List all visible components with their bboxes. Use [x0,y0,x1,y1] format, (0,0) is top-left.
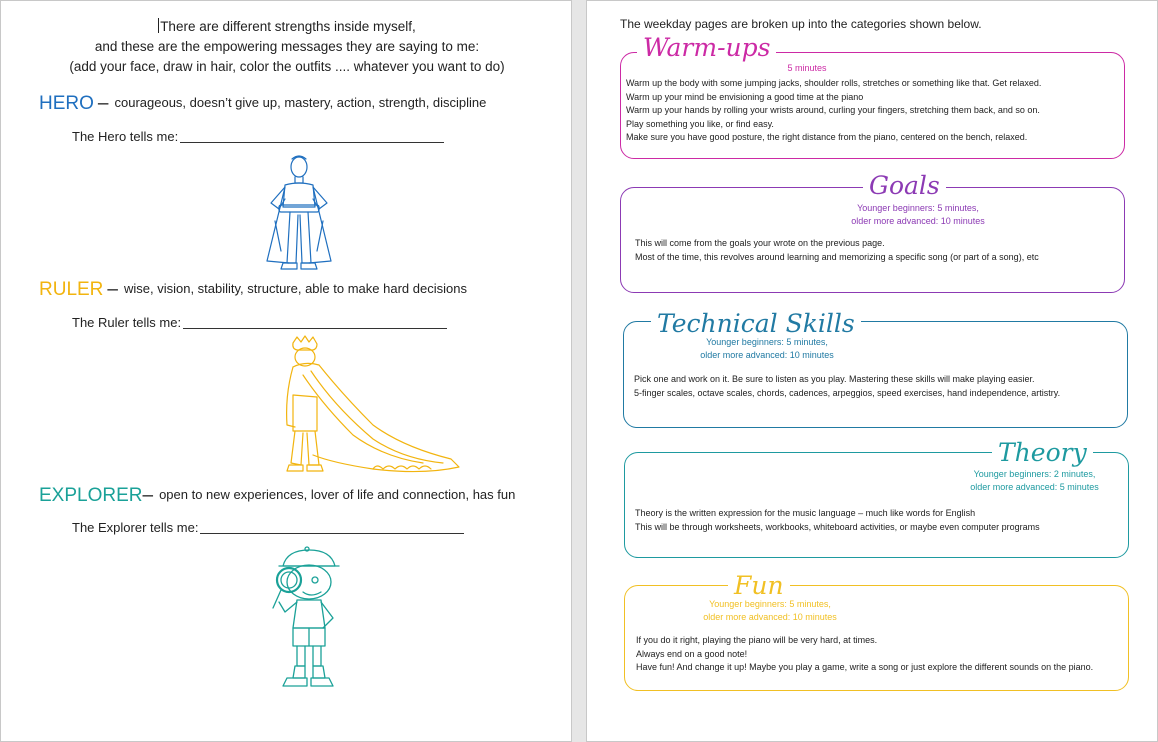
fun-lines [636,634,1093,675]
technical-skills-line: Pick one and work on it. Be sure to listen as you play. Mastering these skills will make playing easier. [634,374,1035,384]
intro-line-2: and these are the empowering messages they are saying to me: [94,39,480,54]
warmups-line: Warm up your mind be envisioning a good time at the piano [626,91,864,102]
fun-duration: Younger beginners: 5 minutes, older more advanced: 10 minutes [703,599,837,622]
warmups-duration: 5 minutes [787,63,827,73]
explorer-answer-line[interactable] [200,522,464,534]
ruler-traits: wise, vision, stability, structure, able to make hard decisions [123,281,467,296]
right-page-intro: The weekday pages are broken up into the categories shown below. [620,17,982,31]
hero-answer-line[interactable] [180,131,444,143]
explorer-name: EXPLORER [39,485,143,506]
fun-line: Have fun! And change it up! Maybe you play a game, write a song or just explore the different sounds on the piano. [636,662,1094,672]
warmups-line: Play something you like, or find easy. [626,118,774,129]
fun-line: If you do it right, playing the piano will be very hard, at times. [636,635,878,645]
fun-title: Fun [728,571,790,601]
explorer-tells-row [72,520,464,535]
theory-title: Theory [992,438,1093,468]
theory-duration: Younger beginners: 2 minutes, older more advanced: 5 minutes [970,469,1099,492]
hero-illustration-icon [259,151,339,276]
technical-skills-duration: Younger beginners: 5 minutes, older more advanced: 10 minutes [700,337,834,360]
hero-tells-label: The Hero tells me: [72,129,179,144]
goals-title: Goals [863,171,946,201]
explorer-dash: – [142,485,154,506]
hero-tells-row [72,129,444,144]
right-page [586,0,1158,742]
warmups-line: Warm up your hands by rolling your wrists around, curling your fingers, stretching them back, and so on. [626,105,1040,115]
warmups-lines [626,77,1041,145]
ruler-tells-row [72,315,447,330]
explorer-traits: open to new experiences, lover of life and connection, has fun [159,487,516,502]
ruler-heading [39,279,467,301]
technical-skills-title: Technical Skills [651,309,861,339]
hero-heading [39,93,486,115]
intro-line-3: (add your face, draw in hair, color the outfits .... whatever you want to do) [69,59,505,74]
ruler-answer-line[interactable] [183,317,447,329]
goals-lines [635,237,1039,264]
technical-skills-line: 5-finger scales, octave scales, chords, cadences, arpeggios, speed exercises, hand independence, artistry. [634,387,1061,398]
warmups-line: Make sure you have good posture, the right distance from the piano, centered on the bench, relaxed. [626,132,1028,142]
ruler-illustration-icon [273,335,463,477]
explorer-heading [39,485,515,507]
theory-lines [635,507,1040,534]
goals-duration: Younger beginners: 5 minutes, older more advanced: 10 minutes [851,203,985,226]
ruler-name: RULER [39,279,104,300]
ruler-tells-label: The Ruler tells me: [72,315,182,330]
goals-line: Most of the time, this revolves around learning and memorizing a specific song (or part of a song), etc [635,251,1039,262]
intro-text [1,17,572,77]
warmups-line: Warm up the body with some jumping jacks, shoulder rolls, stretches or something like that. Get relaxed. [626,78,1042,88]
theory-line: Theory is the written expression for the music language – much like words for English [635,508,976,518]
left-page [0,0,572,742]
goals-line: This will come from the goals your wrote on the previous page. [635,238,885,248]
technical-skills-lines [634,373,1060,400]
ruler-dash: – [107,279,118,300]
hero-name: HERO [39,93,94,114]
hero-dash: – [97,93,109,114]
warmups-title: Warm-ups [637,33,776,63]
fun-line: Always end on a good note! [636,648,748,659]
intro-line-1: There are different strengths inside myself, [160,19,416,34]
hero-traits: courageous, doesn’t give up, mastery, action, strength, discipline [114,95,487,110]
explorer-tells-label: The Explorer tells me: [72,520,199,535]
theory-line: This will be through worksheets, workbooks, whiteboard activities, or maybe even computer programs [635,521,1040,532]
explorer-illustration-icon [269,546,341,694]
